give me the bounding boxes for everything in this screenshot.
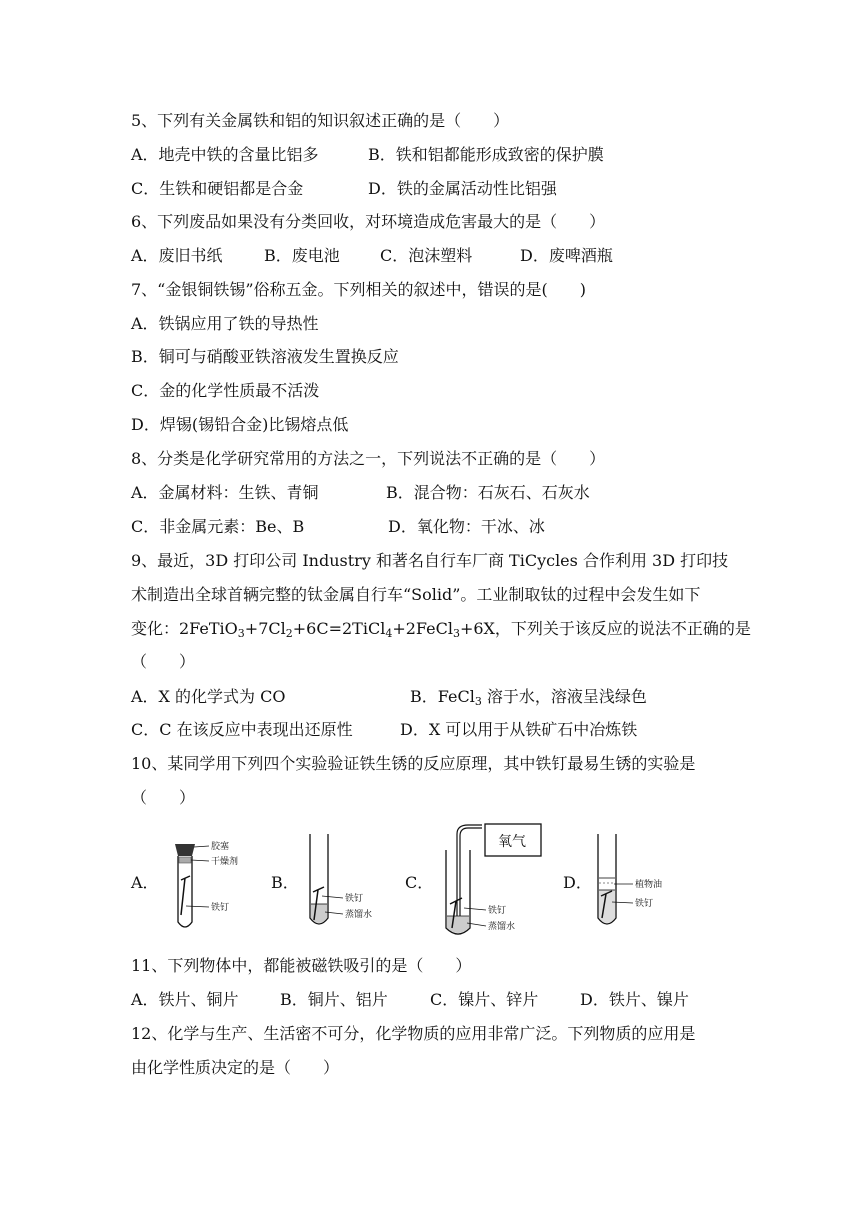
- q5-stem: 5、下列有关金属铁和铝的知识叙述正确的是（ ）: [131, 111, 510, 130]
- oxygen-label: 氧气: [498, 834, 526, 850]
- nail-label: 铁钉: [635, 899, 654, 909]
- q6-stem: 6、下列废品如果没有分类回收，对环境造成危害最大的是（ ）: [131, 212, 606, 231]
- q5-option-b: B．铁和铝都能形成致密的保护膜: [368, 145, 604, 164]
- q5-option-c: C．生铁和硬铝都是合金: [131, 179, 304, 198]
- q6-option-a: A．废旧书纸: [131, 246, 223, 265]
- q7-option-b: B．铜可与硝酸亚铁溶液发生置换反应: [131, 347, 399, 366]
- test-tube-figure-b: [300, 828, 390, 933]
- test-tube-figure-d: [590, 828, 680, 933]
- fig-a-label: A．: [131, 873, 159, 892]
- stopper-label: 胶塞: [211, 842, 230, 852]
- q5-option-d: D．铁的金属活动性比铝强: [368, 179, 557, 198]
- desiccant-label: 干燥剂: [211, 857, 239, 867]
- q11-option-a: A．铁片、铜片: [131, 990, 239, 1009]
- q6-option-d: D．废啤酒瓶: [520, 246, 613, 265]
- q8-option-c: C．非金属元素：Be、B: [131, 517, 305, 536]
- water-label: 蒸馏水: [488, 922, 516, 932]
- q7-option-d: D．焊锡(锡铅合金)比锡熔点低: [131, 415, 349, 434]
- q6-option-b: B．废电池: [264, 246, 340, 265]
- q11-option-c: C．镍片、锌片: [430, 990, 539, 1009]
- water: [599, 890, 615, 923]
- q7-option-a: A．铁锅应用了铁的导热性: [131, 314, 319, 333]
- q8-option-a: A．金属材料：生铁、青铜: [131, 483, 319, 502]
- q9-option-d: D．X 可以用于从铁矿石中冶炼铁: [400, 720, 638, 739]
- fig-b-label: B．: [271, 873, 299, 892]
- water: [447, 916, 469, 933]
- test-tube-figure-a: [165, 830, 255, 935]
- q9-option-c: C．C 在该反应中表现出还原性: [131, 720, 353, 739]
- nail-label: 铁钉: [211, 903, 230, 913]
- water: [311, 904, 327, 923]
- q8-option-b: B．混合物：石灰石、石灰水: [386, 483, 590, 502]
- fig-c-label: C．: [405, 873, 434, 892]
- q5-option-a: A．地壳中铁的含量比铝多: [131, 145, 319, 164]
- q10-line1: 10、某同学用下列四个实验验证铁生锈的反应原理，其中铁钉最易生锈的实验是: [131, 754, 696, 773]
- water-label: 蒸馏水: [345, 910, 373, 920]
- q9-line4: （ ）: [131, 652, 196, 671]
- q9-line2: 术制造出全球首辆完整的钛金属自行车“Solid”。工业制取钛的过程中会发生如下: [131, 585, 701, 604]
- q12-line2: 由化学性质决定的是（ ）: [131, 1058, 340, 1077]
- q9-option-b: B．FeCl$_3$ 溶于水，溶液呈浅绿色: [410, 687, 647, 708]
- stopper: [175, 844, 195, 856]
- q9-line1: 9、最近，3D 打印公司 Industry 和著名自行车厂商 TiCycles 合作利用 3D 打印技: [131, 551, 729, 570]
- q9-option-a: A．X 的化学式为 CO: [131, 687, 286, 706]
- q11-option-d: D．铁片、镍片: [580, 990, 689, 1009]
- fig-d-label: D．: [563, 873, 592, 892]
- q10-line2: （ ）: [131, 788, 196, 807]
- iron-nail: [181, 876, 190, 915]
- desiccant: [179, 857, 191, 863]
- q6-option-c: C．泡沫塑料: [380, 246, 473, 265]
- oil-label: 植物油: [635, 880, 663, 890]
- test-tube-figure-c: [440, 820, 550, 945]
- q7-option-c: C．金的化学性质最不活泼: [131, 381, 320, 400]
- nail-label: 铁钉: [488, 906, 507, 916]
- test-tube: [178, 856, 192, 927]
- nail-label: 铁钉: [345, 894, 364, 904]
- gas-delivery-tube: [460, 828, 482, 920]
- q8-option-d: D．氧化物：干冰、冰: [388, 517, 545, 536]
- q9-equation-line: 变化：$2FeTiO_3+7Cl_2+6C=2TiCl_4+2FeCl_3+6X$，下列关于该反应的说法不正确的是: [131, 619, 751, 640]
- q12-line1: 12、化学与生产、生活密不可分，化学物质的应用非常广泛。下列物质的应用是: [131, 1024, 696, 1043]
- q8-stem: 8、分类是化学研究常用的方法之一，下列说法不正确的是（ ）: [131, 449, 606, 468]
- q11-stem: 11、下列物体中，都能被磁铁吸引的是（ ）: [131, 956, 472, 975]
- q11-option-b: B．铜片、铝片: [280, 990, 388, 1009]
- q7-stem: 7、“金银铜铁锡”俗称五金。下列相关的叙述中，错误的是( ): [131, 280, 587, 299]
